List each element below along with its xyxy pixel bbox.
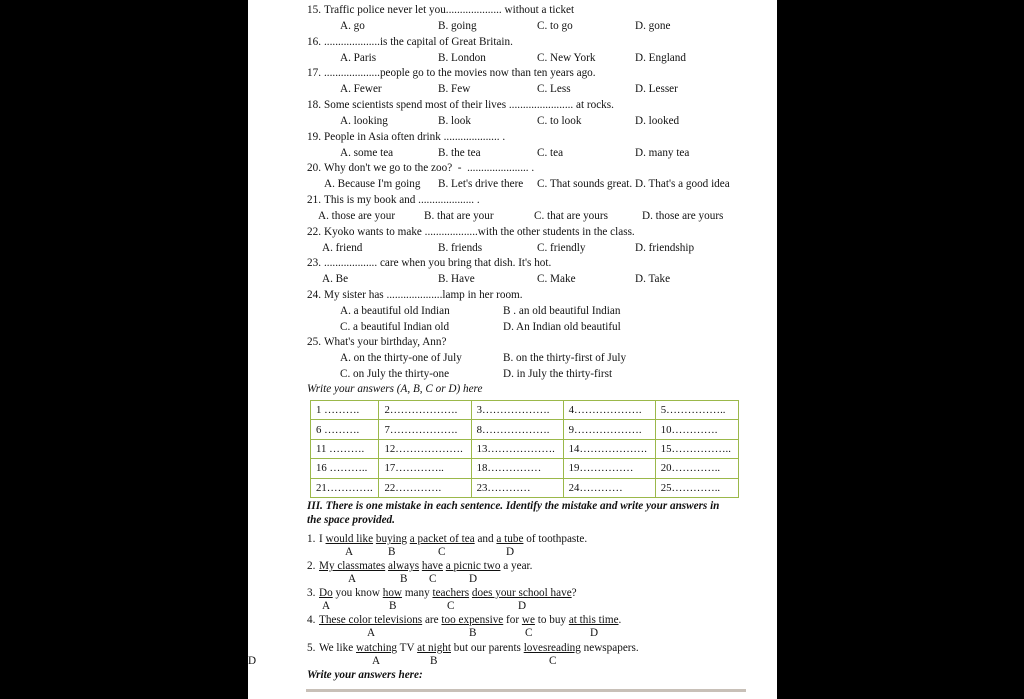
sentence-text: [319, 560, 532, 573]
sentence-text: [319, 587, 577, 600]
answer-cell: 15……………..: [655, 439, 738, 458]
answer-option: D. friendship: [635, 242, 695, 254]
answer-option: B. that are your: [424, 210, 494, 222]
answer-grid-row: [311, 439, 739, 458]
answer-cell: 14……………….: [563, 439, 655, 458]
mistake-option-letter: A: [322, 600, 331, 612]
answer-cell: 24…………: [563, 478, 655, 497]
underlined-phrase: too expensive: [441, 614, 504, 626]
worksheet-page: [248, 0, 777, 699]
answer-option: A. on the thirty-one of July: [340, 352, 462, 364]
answer-cell: 25…………..: [655, 478, 738, 497]
answer-option: B. Few: [438, 83, 471, 95]
answer-cell: 4……………….: [563, 401, 655, 420]
question-number: 16.: [307, 36, 321, 48]
answer-option: B. Have: [438, 273, 475, 285]
answer-cell: 21………….: [311, 478, 379, 497]
answer-grid: [310, 400, 739, 498]
question-stem: This is my book and .................... .: [324, 194, 480, 206]
mistake-option-letter: C: [447, 600, 455, 612]
question-stem: My sister has ....................lamp in her room.: [324, 289, 523, 301]
question-stem: Kyoko wants to make ...................with the other students in the class.: [324, 226, 635, 238]
question-number: 19.: [307, 131, 321, 143]
sentence-number: 2.: [307, 560, 316, 572]
answer-option: D. in July the thirty-first: [503, 368, 613, 380]
underlined-phrase: watching: [356, 642, 398, 654]
sentence-text: [319, 642, 639, 655]
mistake-option-letter: A: [348, 573, 357, 585]
answer-option: D. those are yours: [642, 210, 724, 222]
answer-cell: 19……………: [563, 459, 655, 478]
sentence-fragment: of toothpaste.: [523, 533, 588, 545]
sentence-fragment: We like: [319, 642, 356, 654]
underlined-phrase: a tube: [496, 533, 524, 545]
underlined-phrase: Do: [319, 587, 333, 599]
sentence-number: 3.: [307, 587, 316, 599]
answer-grid-row: [311, 420, 739, 439]
answer-option: A. go: [340, 20, 365, 32]
question-number: 15.: [307, 4, 321, 16]
answer-option: C. Less: [537, 83, 571, 95]
answer-cell: 5……………..: [655, 401, 738, 420]
answer-cell: 1 ……….: [311, 401, 379, 420]
sentence-text: [319, 614, 621, 627]
answer-option: A. some tea: [340, 147, 394, 159]
answer-option: B. London: [438, 52, 486, 64]
section3-heading: III. There is one mistake in each sentence. Identify the mistake and write your answers in: [307, 500, 720, 512]
underlined-phrase: would like: [325, 533, 374, 545]
mistake-option-letter: A: [345, 546, 354, 558]
sentence-fragment: to buy: [534, 614, 569, 626]
answer-option: A. Fewer: [340, 83, 382, 95]
answer-grid-row: [311, 459, 739, 478]
sentence-fragment: and: [474, 533, 497, 545]
mistake-option-letter: C: [549, 655, 557, 667]
question-number: 21.: [307, 194, 321, 206]
sentence-number: 4.: [307, 614, 316, 626]
answer-option: C. to look: [537, 115, 582, 127]
answer-cell: 8……………….: [471, 420, 563, 439]
sentence-fragment: for: [503, 614, 522, 626]
question-stem: ....................people go to the movies now than ten years ago.: [324, 67, 596, 79]
answer-option: C. that are yours: [534, 210, 608, 222]
sentence-fragment: TV: [397, 642, 418, 654]
question-number: 20.: [307, 162, 321, 174]
mistake-option-letter: B: [400, 573, 408, 585]
answer-option: A. those are your: [318, 210, 396, 222]
answer-option: C. a beautiful Indian old: [340, 321, 450, 333]
underlined-phrase: at this time: [568, 614, 619, 626]
answer-option: D. many tea: [635, 147, 690, 159]
answers-instruction: Write your answers (A, B, C or D) here: [307, 383, 483, 395]
sentence-fragment: ?: [571, 587, 577, 599]
mistake-option-letter: B: [388, 546, 396, 558]
underlined-phrase: My classmates: [319, 560, 386, 572]
answer-option: A. looking: [340, 115, 388, 127]
mistake-option-letter: D: [506, 546, 515, 558]
answer-option: C. That sounds great.: [537, 178, 633, 190]
underlined-phrase: does your school have: [471, 587, 572, 599]
question-number: 22.: [307, 226, 321, 238]
answer-option: D. An Indian old beautiful: [503, 321, 621, 333]
answer-option: B. look: [438, 115, 471, 127]
answer-option: B. Let's drive there: [438, 178, 524, 190]
answer-option: B. on the thirty-first of July: [503, 352, 627, 364]
answer-cell: 23…………: [471, 478, 563, 497]
answer-option: C. New York: [537, 52, 596, 64]
sentence-fragment: but our parents: [451, 642, 524, 654]
question-stem: ....................is the capital of Great Britain.: [324, 36, 513, 48]
sentence-fragment: are: [422, 614, 442, 626]
answer-option: A. Because I'm going: [324, 178, 421, 190]
answer-cell: 20…………..: [655, 459, 738, 478]
answer-option: B. going: [438, 20, 477, 32]
question-stem: Traffic police never let you.................... without a ticket: [324, 4, 575, 16]
answer-cell: 7……………….: [379, 420, 471, 439]
answer-grid-row: [311, 401, 739, 420]
question-stem: Why don't we go to the zoo? - ...................... .: [324, 162, 535, 174]
answer-option: B. the tea: [438, 147, 481, 159]
sentence-number: 5.: [307, 642, 316, 654]
sentence-fragment: a year.: [500, 560, 533, 572]
answer-cell: 3……………….: [471, 401, 563, 420]
mistake-option-letter: C: [429, 573, 437, 585]
underlined-phrase: These color televisions: [319, 614, 423, 626]
mistake-option-letter: A: [367, 627, 376, 639]
mistake-option-letter: C: [525, 627, 533, 639]
sentence-fragment: I: [319, 533, 326, 545]
answer-cell: 22………….: [379, 478, 471, 497]
underlined-phrase: buying: [375, 533, 407, 545]
mistake-option-letter: B: [430, 655, 438, 667]
answer-cell: 10………….: [655, 420, 738, 439]
sentence-number: 1.: [307, 533, 316, 545]
mistake-option-letter: D: [469, 573, 478, 585]
mistake-option-letter: D: [248, 655, 257, 667]
question-number: 24.: [307, 289, 321, 301]
answer-option: C. Make: [537, 273, 576, 285]
question-number: 18.: [307, 99, 321, 111]
answer-grid-row: [311, 478, 739, 497]
answer-option: D. Lesser: [635, 83, 678, 95]
answer-cell: 18……………: [471, 459, 563, 478]
answer-cell: 13……………….: [471, 439, 563, 458]
underlined-phrase: lovesreading: [523, 642, 581, 654]
underlined-phrase: have: [421, 560, 443, 572]
underlined-phrase: at night: [417, 642, 451, 654]
answer-option: A. Paris: [340, 52, 377, 64]
answer-option: A. Be: [322, 273, 349, 285]
question-stem: ................... care when you bring that dish. It's hot.: [324, 257, 552, 269]
sentence-text: [319, 533, 587, 546]
underlined-phrase: we: [521, 614, 535, 626]
section3-heading-cont: the space provided.: [307, 514, 395, 526]
answer-cell: 11 ……….: [311, 439, 379, 458]
answer-option: C. on July the thirty-one: [340, 368, 450, 380]
question-number: 17.: [307, 67, 321, 79]
sentence-fragment: many: [402, 587, 433, 599]
underlined-phrase: always: [387, 560, 420, 572]
answer-option: B . an old beautiful Indian: [503, 305, 621, 317]
mistake-option-letter: B: [389, 600, 397, 612]
answer-cell: 12……………….: [379, 439, 471, 458]
mistake-option-letter: B: [469, 627, 477, 639]
answer-option: D. That's a good idea: [635, 178, 730, 190]
sentence-fragment: .: [618, 614, 622, 626]
mistake-option-letter: D: [590, 627, 599, 639]
answer-option: A. a beautiful old Indian: [340, 305, 450, 317]
sentence-fragment: you know: [332, 587, 383, 599]
answer-option: D. gone: [635, 20, 671, 32]
answer-cell: 6 ……….: [311, 420, 379, 439]
question-stem: Some scientists spend most of their lives ....................... at rocks.: [324, 99, 614, 111]
question-number: 23.: [307, 257, 321, 269]
underlined-phrase: a picnic two: [445, 560, 501, 572]
answer-option: C. tea: [537, 147, 564, 159]
answer-option: C. to go: [537, 20, 573, 32]
answer-cell: 9……………….: [563, 420, 655, 439]
answer-option: D. looked: [635, 115, 680, 127]
answer-option: B. friends: [438, 242, 483, 254]
question-number: 25.: [307, 336, 321, 348]
underlined-phrase: a packet of tea: [409, 533, 475, 545]
answer-option: D. England: [635, 52, 686, 64]
mistake-option-letter: A: [372, 655, 381, 667]
answer-cell: 17…………..: [379, 459, 471, 478]
page-divider: [306, 689, 746, 692]
mistake-option-letter: C: [438, 546, 446, 558]
sentence-fragment: newspapers.: [580, 642, 639, 654]
answer-option: A. friend: [322, 242, 363, 254]
mistake-option-letter: D: [518, 600, 527, 612]
question-stem: What's your birthday, Ann?: [324, 336, 447, 348]
question-stem: People in Asia often drink .................... .: [324, 131, 506, 143]
write-answers-label: Write your answers here:: [307, 669, 423, 681]
answer-option: D. Take: [635, 273, 671, 285]
underlined-phrase: teachers: [432, 587, 470, 599]
underlined-phrase: how: [382, 587, 403, 599]
answer-cell: 2……………….: [379, 401, 471, 420]
answer-option: C. friendly: [537, 242, 586, 254]
answer-cell: 16 ………..: [311, 459, 379, 478]
